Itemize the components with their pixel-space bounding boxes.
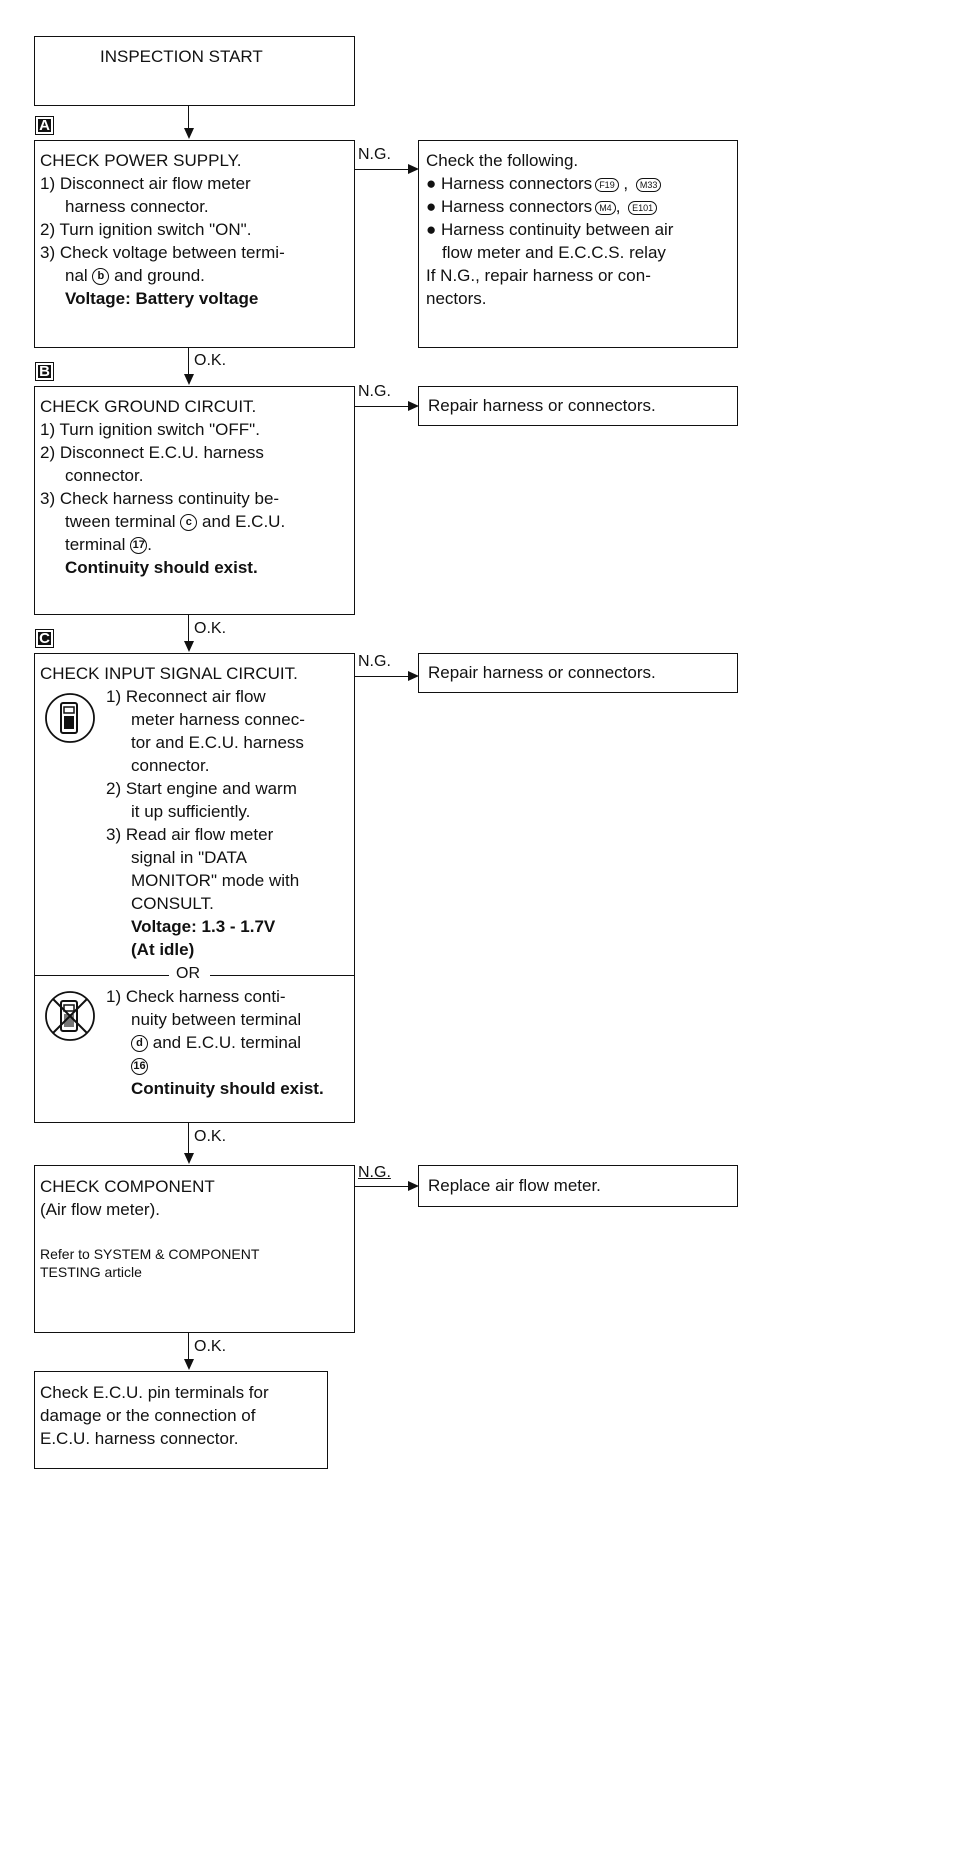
ng-label-c: N.G.	[358, 653, 391, 670]
connector-f19-icon: F19	[595, 178, 619, 192]
step-b-line-3: connector.	[65, 466, 144, 485]
or-label: OR	[176, 965, 200, 982]
terminal-b-icon: b	[92, 268, 109, 285]
step-c-line-9: MONITOR" mode with	[131, 871, 300, 890]
step-a-line-1: 1) Disconnect air flow meter	[40, 174, 251, 193]
ok-label-a: O.K.	[194, 352, 227, 369]
arrow-d-final	[184, 1359, 194, 1370]
connector-a-ng	[355, 169, 411, 170]
step-b-line-5: tween terminal c and E.C.U.	[65, 512, 286, 531]
step-a-line-2: harness connector.	[65, 197, 209, 216]
terminal-c-icon: c	[180, 514, 197, 531]
replace-text: Replace air flow meter.	[428, 1176, 601, 1195]
step-c-spec-2: (At idle)	[131, 940, 195, 959]
step-b-line-1: 1) Turn ignition switch "OFF".	[40, 420, 260, 439]
step-a-line-4: 3) Check voltage between termi-	[40, 243, 285, 262]
marker-a: A	[35, 116, 54, 135]
or-divider-left	[34, 975, 169, 976]
step-c-line-7: 3) Read air flow meter	[106, 825, 274, 844]
or-divider-right	[210, 975, 355, 976]
ok-label-d: O.K.	[194, 1338, 227, 1355]
marker-c: C	[35, 629, 54, 648]
ng-a-item-2: ● Harness connectors M4 , E101	[426, 196, 657, 218]
no-consult-icon	[44, 990, 96, 1042]
step-d-title: CHECK COMPONENT	[40, 1177, 215, 1196]
connector-c-ng	[355, 676, 411, 677]
ng-a-title: Check the following.	[426, 151, 579, 170]
ng-label-b: N.G.	[358, 383, 391, 400]
ng-a-item-3a: ● Harness continuity between air	[426, 220, 674, 239]
final-line-1: Check E.C.U. pin terminals for	[40, 1383, 269, 1402]
repair-text-b: Repair harness or connectors.	[428, 396, 656, 415]
step-c-line-4: connector.	[131, 756, 210, 775]
step-a-line-5: nal b and ground.	[65, 266, 205, 285]
step-c-line-5: 2) Start engine and warm	[106, 779, 297, 798]
ok-label-c: O.K.	[194, 1128, 227, 1145]
final-line-2: damage or the connection of	[40, 1406, 256, 1425]
connector-m4-icon: M4	[595, 201, 616, 215]
final-line-3: E.C.U. harness connector.	[40, 1429, 239, 1448]
connector-c-d	[188, 1123, 189, 1157]
connector-d-ng	[355, 1186, 411, 1187]
ng-a-foot-2: nectors.	[426, 289, 487, 308]
ng-a-item-1: ● Harness connectors F19 , M33	[426, 173, 661, 195]
step-c-alt-line-4	[131, 1055, 148, 1077]
step-c-line-1: 1) Reconnect air flow	[106, 687, 266, 706]
step-d-ref-1: Refer to SYSTEM & COMPONENT	[40, 1246, 260, 1262]
step-a-line-3: 2) Turn ignition switch "ON".	[40, 220, 252, 239]
step-a-spec: Voltage: Battery voltage	[65, 289, 259, 308]
ng-label-d: N.G.	[358, 1164, 391, 1181]
step-c-line-10: CONSULT.	[131, 894, 214, 913]
step-b-line-6: terminal 17 .	[65, 535, 152, 554]
step-c-spec-1: Voltage: 1.3 - 1.7V	[131, 917, 276, 936]
step-c-line-6: it up sufficiently.	[131, 802, 251, 821]
arrow-c-d	[184, 1153, 194, 1164]
terminal-17-icon: 17	[130, 537, 147, 554]
ng-label-a: N.G.	[358, 146, 391, 163]
step-c-alt-spec: Continuity should exist.	[131, 1079, 324, 1098]
arrow-a-b	[184, 374, 194, 385]
arrow-b-c	[184, 641, 194, 652]
consult-tool-icon	[44, 692, 96, 744]
connector-e101-icon: E101	[628, 201, 657, 215]
step-a-title: CHECK POWER SUPPLY.	[40, 151, 242, 170]
step-b-spec: Continuity should exist.	[65, 558, 258, 577]
ng-a-item-3b: flow meter and E.C.C.S. relay	[442, 243, 666, 262]
repair-text-c: Repair harness or connectors.	[428, 663, 656, 682]
ok-label-b: O.K.	[194, 620, 227, 637]
connector-b-ng	[355, 406, 411, 407]
step-b-line-4: 3) Check harness continuity be-	[40, 489, 280, 508]
connector-m33-icon: M33	[636, 178, 662, 192]
terminal-16-icon: 16	[131, 1058, 148, 1075]
step-c-alt-line-1: 1) Check harness conti-	[106, 987, 286, 1006]
step-b-line-2: 2) Disconnect E.C.U. harness	[40, 443, 264, 462]
step-c-line-2: meter harness connec-	[131, 710, 305, 729]
step-c-alt-line-3: d and E.C.U. terminal	[131, 1032, 301, 1054]
step-d-ref-2: TESTING article	[40, 1264, 142, 1280]
step-c-title: CHECK INPUT SIGNAL CIRCUIT.	[40, 664, 298, 683]
step-c-line-8: signal in "DATA	[131, 848, 247, 867]
step-d-subtitle: (Air flow meter).	[40, 1200, 160, 1219]
terminal-d-icon: d	[131, 1035, 148, 1052]
ng-a-foot-1: If N.G., repair harness or con-	[426, 266, 651, 285]
arrow-start-a	[184, 128, 194, 139]
inspection-start-label: INSPECTION START	[100, 47, 263, 66]
step-c-line-3: tor and E.C.U. harness	[131, 733, 304, 752]
step-c-alt-line-2: nuity between terminal	[131, 1010, 302, 1029]
step-b-title: CHECK GROUND CIRCUIT.	[40, 397, 257, 416]
marker-b: B	[35, 362, 54, 381]
